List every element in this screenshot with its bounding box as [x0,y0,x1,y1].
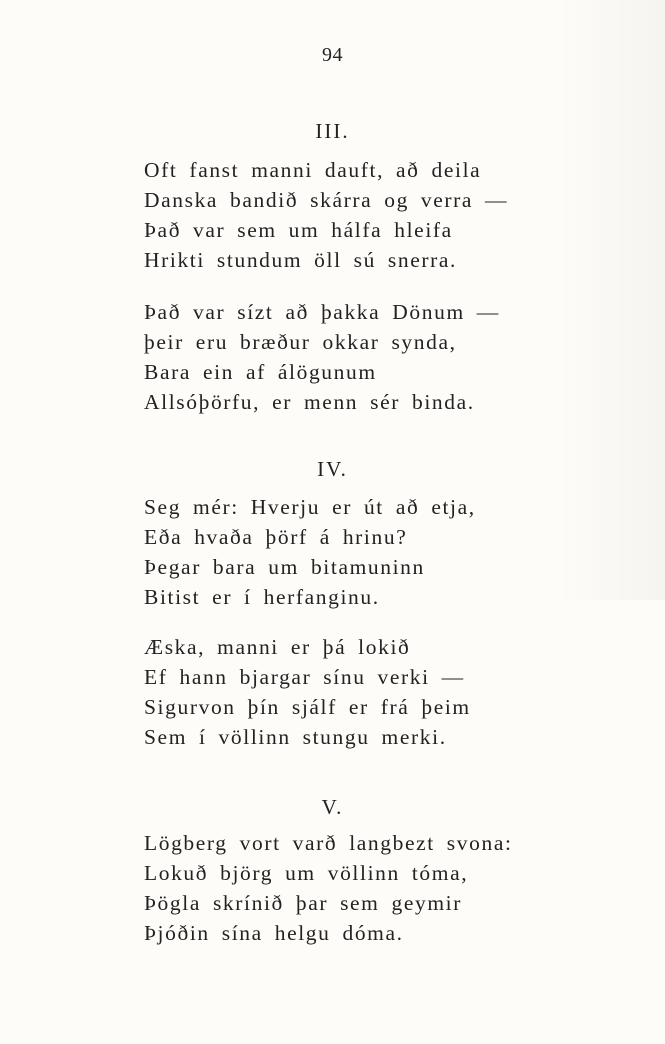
verse-line: Bara ein af álögunum [144,360,377,384]
verse-line: Danska bandið skárra og verra — [144,188,509,212]
verse-line: Allsóþörfu, er menn sér binda. [144,390,475,414]
verse-line: Það var sízt að þakka Dönum — [144,300,500,324]
page-number: 94 [322,44,343,66]
verse-line: Lögberg vort varð langbezt svona: [144,831,513,855]
verse-line: Sigurvon þín sjálf er frá þeim [144,695,471,719]
verse-line: Hrikti stundum öll sú snerra. [144,248,458,272]
verse-line: Eða hvaða þörf á hrinu? [144,525,408,549]
stanza-iii-1 [144,155,624,275]
stanza-v-1 [144,828,624,948]
verse-line: Ef hann bjargar sínu verki — [144,665,465,689]
section-heading-iii: III. [315,119,350,143]
verse-line: Þjóðin sína helgu dóma. [144,921,404,945]
verse-line: Þögla skrínið þar sem geymir [144,891,462,915]
verse-line: Sem í völlinn stungu merki. [144,725,447,749]
verse-line: Bitist er í herfanginu. [144,585,380,609]
verse-line: þeir eru bræður okkar synda, [144,330,457,354]
verse-line: Oft fanst manni dauft, að deila [144,158,482,182]
verse-line: Æska, manni er þá lokið [144,635,411,659]
verse-line: Seg mér: Hverju er út að etja, [144,495,476,519]
stanza-iv-1 [144,492,624,612]
section-heading-iv: IV. [317,457,348,481]
verse-line: Þegar bara um bitamuninn [144,555,425,579]
stanza-iii-2 [144,297,624,417]
verse-line: Lokuð björg um völlinn tóma, [144,861,469,885]
stanza-iv-2 [144,632,624,752]
verse-line: Það var sem um hálfa hleifa [144,218,453,242]
section-heading-v: V. [321,795,344,819]
